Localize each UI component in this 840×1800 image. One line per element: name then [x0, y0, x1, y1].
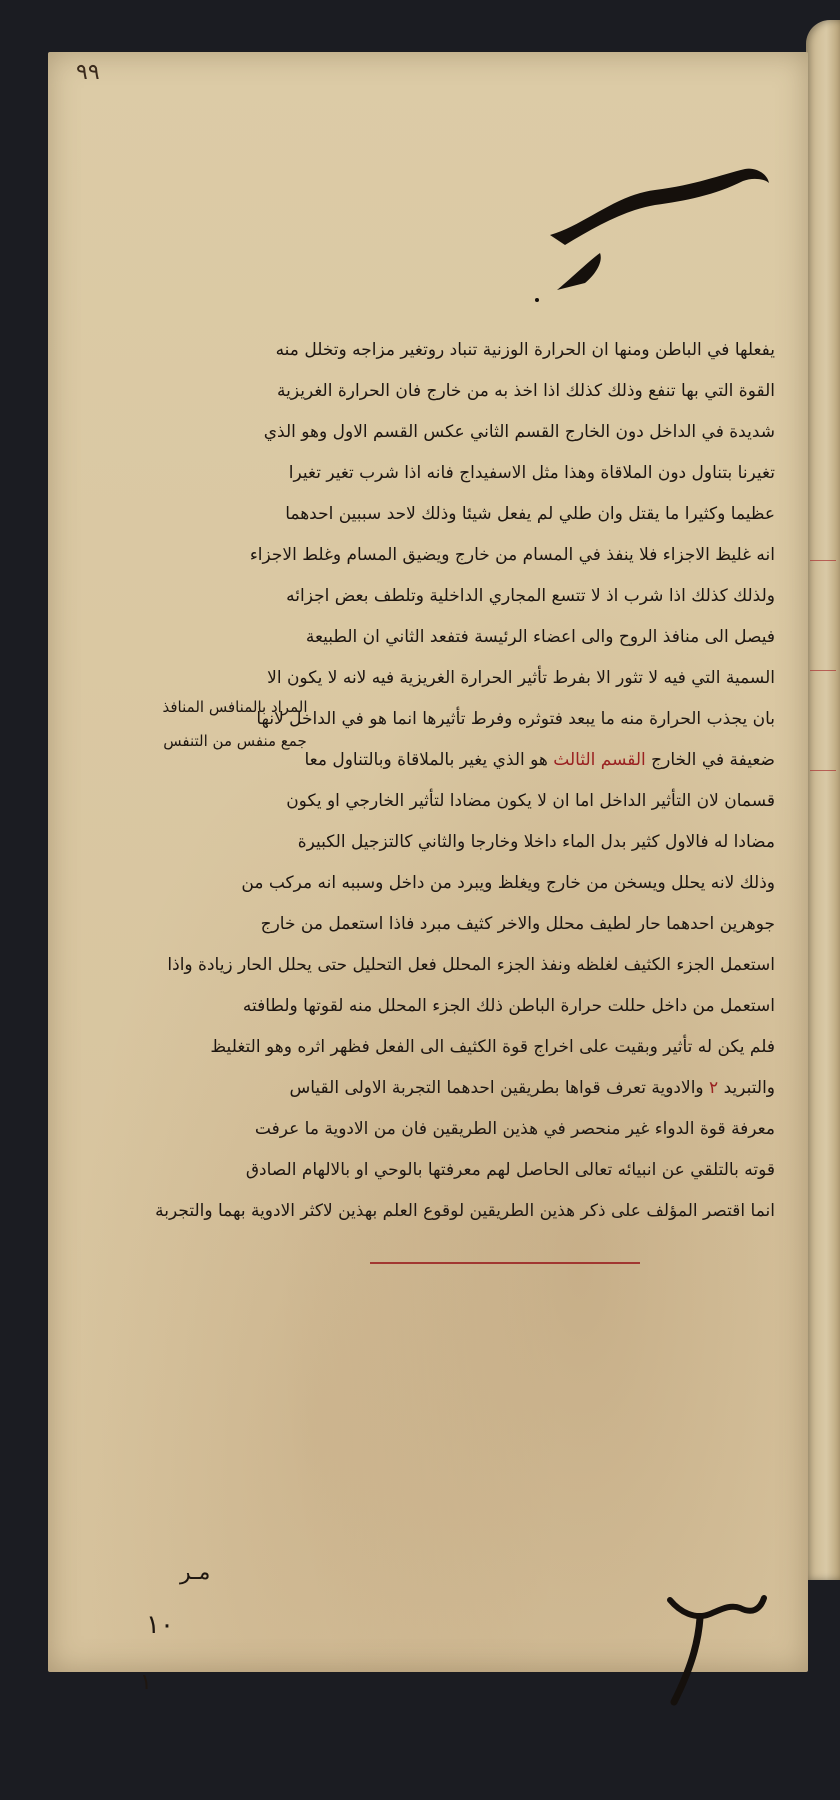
- folio-number: ۹۹: [76, 60, 100, 85]
- manuscript-line: مضادا له فالاول كثير بدل الماء داخلا وخارجا والثاني كالتزجيل الكبيرة: [297, 832, 775, 852]
- manuscript-line: جوهرين احدهما حار لطيف محلل والاخر كثيف مبرد فاذا استعمل من خارج: [260, 914, 775, 934]
- rubric-overline: [370, 1262, 640, 1264]
- manuscript-line: السمية التي فيه لا تثور الا بفرط تأثير الحرارة الغريزية فيه لانه لا يكون الا: [267, 668, 775, 688]
- manuscript-line: وذلك لانه يحلل ويسخن من خارج ويغلظ ويبرد من داخل وسببه انه مركب من: [241, 873, 775, 893]
- manuscript-line: استعمل من داخل حللت حرارة الباطن ذلك الجزء المحلل منه لقوتها ولطافته: [242, 996, 775, 1016]
- rubric-phrase: ٢: [709, 1078, 719, 1098]
- adjacent-page-edge: [806, 20, 840, 1580]
- headpiece-ornament: [545, 165, 785, 305]
- mark-text: ١٠: [146, 1610, 174, 1640]
- manuscript-line: شديدة في الداخل دون الخارج القسم الثاني عكس القسم الاول وهو الذي: [263, 422, 775, 442]
- manuscript-line: انما اقتصر المؤلف على ذكر هذين الطريقين لوقوع العلم بهذين لاكثر الادوية بهما والتجربة: [155, 1201, 775, 1221]
- mark-text: مـر: [180, 1560, 211, 1585]
- marginal-note-line: جمع منفس من التنفس: [163, 732, 307, 750]
- manuscript-line: فلم يكن له تأثير وبقيت على اخراج قوة الكثيف الى الفعل فظهر اثره وهو التغليظ: [210, 1037, 775, 1057]
- adjacent-page-rule: [810, 670, 836, 671]
- manuscript-line: معرفة قوة الدواء غير منحصر في هذين الطريقين فان من الادوية ما عرفت: [254, 1119, 775, 1139]
- adjacent-page-rule: [810, 560, 836, 561]
- manuscript-line: قوته بالتلقي عن انبيائه تعالى الحاصل لهم معرفتها بالوحي او بالالهام الصادق: [245, 1160, 775, 1180]
- manuscript-line: عظيما وكثيرا ما يقتل وان طلي لم يفعل شيئا وذلك لاحد سببين احدهما: [285, 504, 775, 524]
- manuscript-line: القوة التي بها تنفع وذلك كذلك اذا اخذ به من خارج فان الحرارة الغريزية: [277, 381, 775, 401]
- catchword-ornament: [660, 1590, 770, 1710]
- manuscript-line: انه غليظ الاجزاء فلا ينفذ في المسام من خارج ويضيق المسام وغلط الاجزاء: [249, 545, 775, 565]
- manuscript-line: والتبريد ٢ والادوية تعرف قواها بطريقين احدهما التجربة الاولى القياس: [289, 1078, 775, 1098]
- manuscript-line: استعمل الجزء الكثيف لغلظه ونفذ الجزء المحلل فعل التحليل حتى يحلل الحار زيادة واذا: [167, 955, 775, 975]
- mark-text: ١: [140, 1670, 152, 1695]
- manuscript-line: قسمان لان التأثير الداخل اما ان لا يكون مضادا لتأثير الخارجي او يكون: [286, 791, 775, 811]
- manuscript-line: ضعيفة في الخارج القسم الثالث هو الذي يغير بالملاقاة وبالتناول معا: [304, 750, 775, 770]
- marginal-note-line: المراد بالمنافس المنافذ: [162, 698, 308, 716]
- marginal-note: [150, 690, 320, 758]
- manuscript-line: ولذلك كذلك اذا شرب اذ لا تتسع المجاري الداخلية وتلطف بعض اجزائه: [286, 586, 775, 606]
- manuscript-line: يفعلها في الباطن ومنها ان الحرارة الوزنية تنباد روتغير مزاجه وتخلل منه: [275, 340, 775, 360]
- rubric-phrase: القسم الثالث: [553, 750, 646, 770]
- manuscript-line: بان يجذب الحرارة منه ما يبعد فتوثره وفرط تأثيرها انما هو في الداخل لانها: [256, 709, 775, 729]
- adjacent-page-rule: [810, 770, 836, 771]
- manuscript-line: تغيرنا بتناول دون الملاقاة وهذا مثل الاسفيداج فانه اذا شرب تغير تغيرا: [288, 463, 775, 483]
- manuscript-line: فيصل الى منافذ الروح والى اعضاء الرئيسة فتفعد الثاني ان الطبيعة: [305, 627, 775, 647]
